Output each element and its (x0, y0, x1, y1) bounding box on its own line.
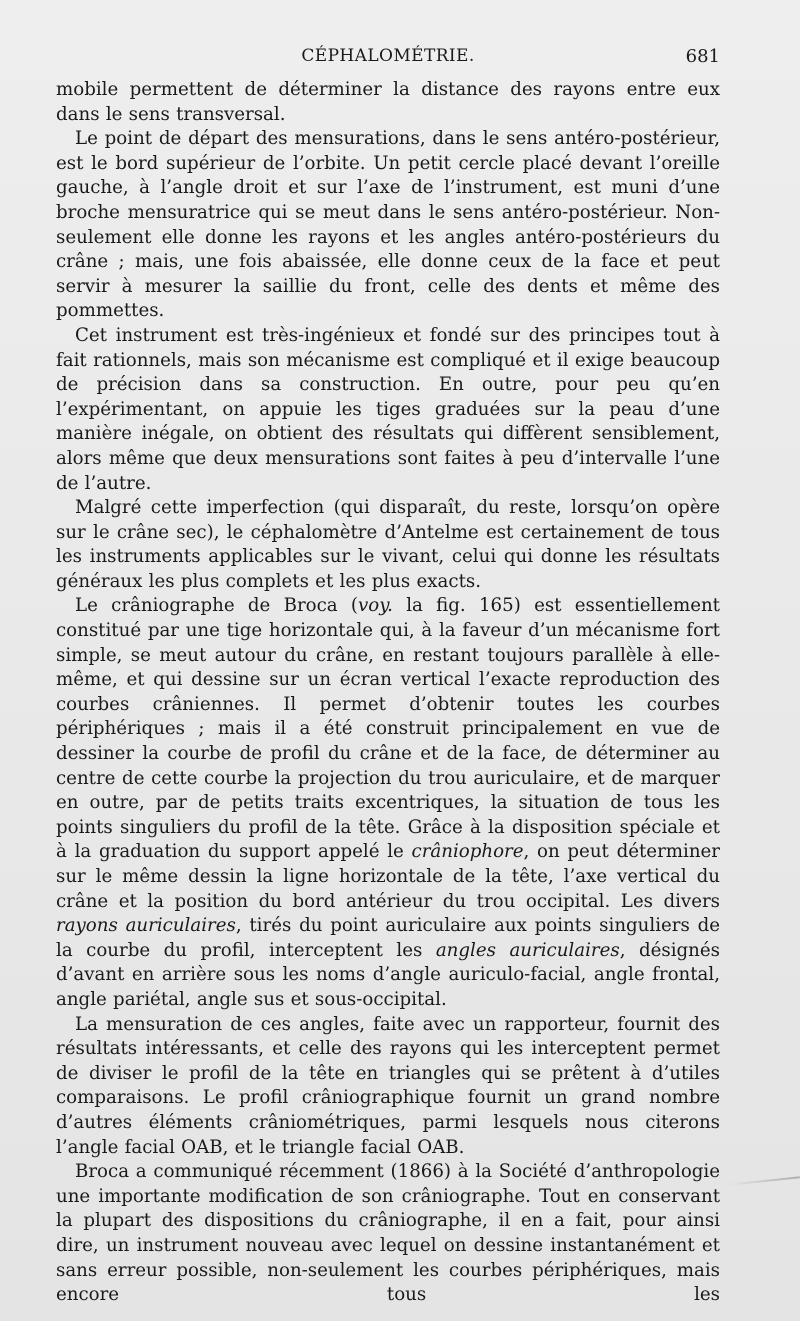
text-segment: la fig. 165) est essentiellement constitué par une tige horizontale qui, à la faveur d’un mécanisme fort simple, se meut autour du crâne, en restant toujours parallèle à elle-même, et qui dessine sur un écran vertical l’exacte reproduction des courbes crâniennes. Il permet d’obtenir toutes les courbes périphériques ; mais il a été construit principalement en vue de dessiner la courbe de profil du crâne et de la face, de déterminer au centre de cette courbe la projection du trou auriculaire, et de marquer en outre, par de petits traits excentriques, la situation de tous les points singuliers du profil de la tête. Grâce à la disposition spéciale et à la graduation du support appelé le (56, 595, 720, 863)
text-segment: Cet instrument est très-ingénieux et fondé sur des principes tout à fait rationnels, mais son mécanisme est compliqué et il exige beaucoup de précision dans sa construction. En outre, pour peu qu’en l’expérimentant, on appuie les tiges graduées sur la peau d’une manière inégale, on obtient des résultats qui diffèrent sensiblement, alors même que deux mensurations sont faites à peu d’intervalle l’une de l’autre. (56, 324, 720, 494)
text-segment: mobile permettent de déterminer la distance des rayons entre eux dans le sens transversal. (56, 79, 720, 125)
paragraph-3 (56, 324, 720, 496)
text-segment: La mensuration de ces angles, faite avec un rapporteur, fournit des résultats intéressants, et celle des rayons qui les interceptent permet de diviser le profil de la tête en triangles qui se prêtent à d’utiles comparaisons. Le profil crâniographique fournit un grand nombre d’autres éléments crâniométriques, parmi lesquels nous citerons l’angle facial OAB, et le triangle facial OAB. (56, 1013, 720, 1158)
text-segment: Broca a communiqué récemment (1866) à la Société d’anthropologie une importante modification de son crâniographe. Tout en conservant la plupart des dispositions du crâniographe, il en a fait, pour ainsi dire, un instrument nouveau avec lequel on dessine instantanément et sans erreur possible, non-seulement les courbes périphériques, mais encore tous les (56, 1161, 720, 1306)
paragraph-6 (56, 1013, 720, 1161)
page-header (56, 46, 720, 74)
text-segment: Le crâniographe de Broca ( (75, 595, 359, 617)
italic-term: crâniophore (411, 841, 524, 863)
page-number: 681 (685, 46, 720, 67)
text-segment: Le point de départ des mensurations, dans le sens antéro-postérieur, est le bord supérieur de l’orbite. Un petit cercle placé devant l’oreille gauche, à l’angle droit et sur l’axe de l’instrument, est muni d’une broche mensuratrice qui se meut dans le sens antéro-postérieur. Non-seulement elle donne les rayons et les angles antéro-postérieurs du crâne ; mais, une fois abaissée, elle donne ceux de la face et peut servir à mesurer la saillie du front, celle des dents et même des pommettes. (56, 128, 720, 322)
paragraph-5 (56, 594, 720, 1012)
paragraph-2 (56, 127, 720, 324)
running-title: CÉPHALOMÉTRIE. (301, 46, 475, 66)
page-edge-mark (728, 1176, 800, 1186)
text-segment: Malgré cette imperfection (qui disparaît, du reste, lorsqu’on opère sur le crâne sec), le céphalomètre d’Antelme est certainement de tous les instruments applicables sur le vivant, celui qui donne les résultats généraux les plus complets et les plus exacts. (56, 497, 720, 592)
italic-term: rayons auriculaires (56, 915, 236, 937)
text-segment: , on peut déterminer sur le même dessin la ligne horizontale de la tête, l’axe vertical du crâne et la position du bord antérieur du trou occipital. Les divers (56, 841, 720, 912)
paragraph-7 (56, 1160, 720, 1308)
text-segment: , tirés du point auriculaire aux points singuliers de la courbe du profil, interceptent les (56, 915, 720, 961)
paragraph-4 (56, 496, 720, 594)
italic-term: voy. (358, 595, 393, 617)
italic-term: angles auriculaires (435, 939, 620, 961)
body-text (56, 78, 720, 1308)
paragraph-1 (56, 78, 720, 127)
text-segment: , désignés d’avant en arrière sous les noms d’angle auriculo-facial, angle frontal, angle pariétal, angle sus et sous-occipital. (56, 939, 720, 1010)
